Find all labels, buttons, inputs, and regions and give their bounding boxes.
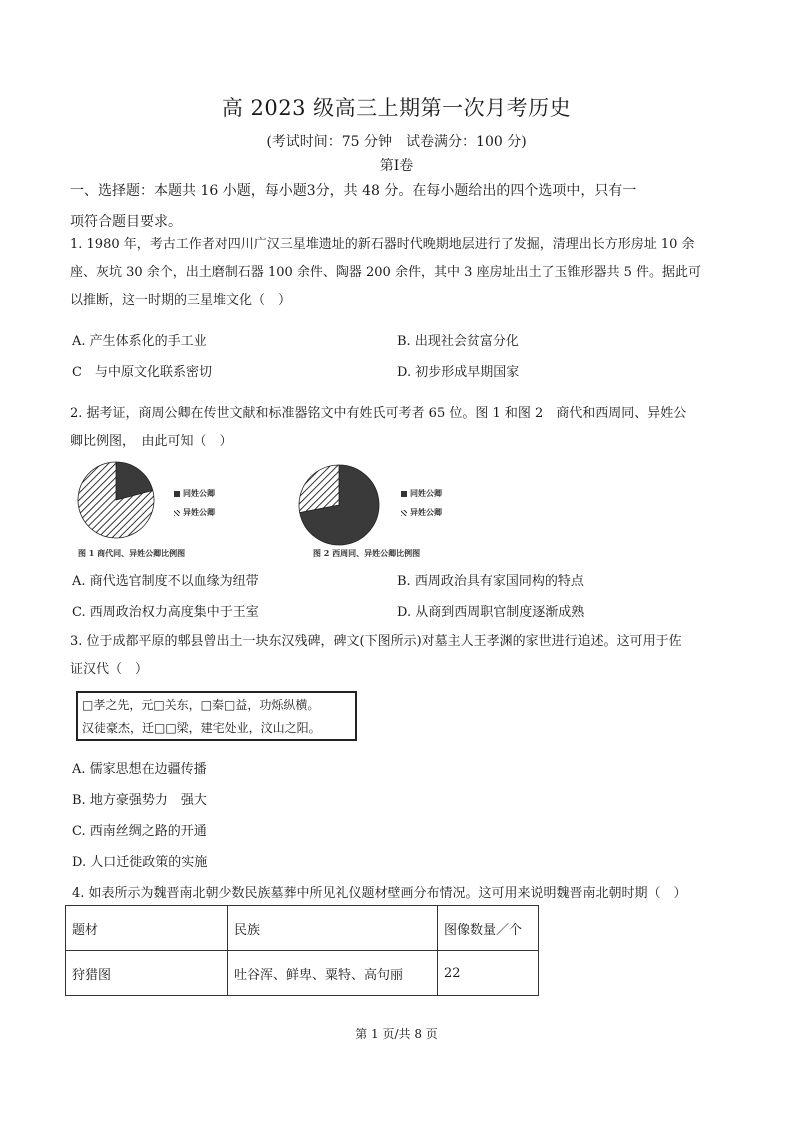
figure-2-legend bbox=[401, 488, 442, 518]
q1-option-a[interactable]: A. 产生体系化的手工业 bbox=[72, 334, 207, 349]
question-4-stem: 4. 如表所示为魏晋南北朝少数民族墓葬中所见礼仪题材壁画分布情况。这可用来说明魏晋南北朝时期（ ） bbox=[72, 886, 687, 901]
q3-option-b[interactable]: B. 地方豪强势力 强大 bbox=[72, 793, 207, 808]
table-row bbox=[66, 951, 539, 996]
table-cell: 狩猎图 bbox=[66, 951, 228, 996]
page-footer: 第 1 页/共 8 页 bbox=[355, 1027, 438, 1041]
q2-option-d[interactable]: D. 从商到西周职官制度逐渐成熟 bbox=[397, 605, 585, 620]
exam-subtitle: (考试时间：75 分钟 试卷满分：100 分) bbox=[266, 134, 527, 150]
q2-option-c[interactable]: C. 西周政治权力高度集中于王室 bbox=[72, 605, 259, 620]
mural-distribution-table bbox=[65, 905, 539, 996]
pie-chart-zhou bbox=[297, 463, 381, 547]
legend-item-diff bbox=[174, 507, 215, 518]
section-intro-line: 项符合题目要求。 bbox=[70, 214, 182, 230]
question-1-stem bbox=[70, 231, 725, 315]
stele-inscription-box bbox=[76, 691, 357, 741]
question-line: 卿比例图， 由此可知（ ） bbox=[70, 434, 233, 449]
figure-2 bbox=[297, 463, 381, 551]
legend-swatch-hatch bbox=[174, 510, 180, 516]
legend-swatch-hatch bbox=[401, 510, 407, 516]
q2-option-a[interactable]: A. 商代选官制度不以血缘为纽带 bbox=[72, 574, 259, 589]
question-3-stem bbox=[70, 628, 725, 684]
table-cell: 吐谷浑、鲜卑、粟特、高句丽 bbox=[228, 951, 438, 996]
legend-label: 异姓公卿 bbox=[410, 507, 442, 517]
legend-label: 同姓公卿 bbox=[410, 488, 442, 498]
part-heading: 第Ⅰ卷 bbox=[379, 158, 414, 174]
legend-swatch-solid bbox=[174, 491, 180, 497]
table-header-cell: 图像数量／个 bbox=[438, 906, 539, 951]
q1-option-c[interactable]: C 与中原文化联系密切 bbox=[72, 365, 212, 380]
legend-label: 同姓公卿 bbox=[183, 488, 215, 498]
table-cell: 22 bbox=[438, 951, 539, 996]
q3-option-c[interactable]: C. 西南丝绸之路的开通 bbox=[72, 824, 207, 839]
question-line: 证汉代（ ） bbox=[70, 662, 149, 677]
question-line: 以推断，这一时期的三星堆文化（ ） bbox=[70, 293, 292, 308]
question-line: 座、灰坑 30 余个，出土磨制石器 100 余件、陶器 200 余件，其中 3 座房址出土了玉锥形器共 5 件。据此可 bbox=[70, 265, 702, 280]
legend-swatch-solid bbox=[401, 491, 407, 497]
figure-1-caption: 图 1 商代同、异姓公卿比例图 bbox=[78, 548, 186, 558]
question-line: 1. 1980 年，考古工作者对四川广汉三星堆遗址的新石器时代晚期地层进行了发掘，清理出长方形房址 10 余 bbox=[70, 237, 695, 252]
q3-option-d[interactable]: D. 人口迁徙政策的实施 bbox=[72, 855, 208, 870]
q1-option-b[interactable]: B. 出现社会贫富分化 bbox=[397, 334, 519, 349]
legend-item-diff bbox=[401, 507, 442, 518]
q1-option-d[interactable]: D. 初步形成早期国家 bbox=[397, 365, 520, 380]
inscription-line: 汉徒豪杰，迁□□梁，建宅处业，汶山之阳。 bbox=[82, 721, 321, 735]
figure-1-legend bbox=[174, 488, 215, 518]
question-line: 3. 位于成都平原的郫县曾出土一块东汉残碑，碑文(下图所示)对墓主人王孝渊的家世进行追述。这可用于佐 bbox=[70, 634, 682, 649]
question-line: 2. 据考证，商周公卿在传世文献和标准器铭文中有姓氏可考者 65 位。图 1 和图 2 商代和西周同、异姓公 bbox=[70, 406, 687, 421]
section-intro-line: 一、选择题：本题共 16 小题，每小题3分，共 48 分。在每小题给出的四个选项中，只有一 bbox=[70, 183, 637, 199]
section-intro bbox=[70, 176, 725, 238]
legend-label: 异姓公卿 bbox=[183, 507, 215, 517]
pie-chart-shang bbox=[76, 460, 156, 540]
legend-item-same bbox=[401, 488, 442, 499]
table-header-cell: 民族 bbox=[228, 906, 438, 951]
inscription-line: □孝之先，元□关东，□秦□益，功烁纵横。 bbox=[82, 698, 320, 712]
figure-2-caption: 图 2 西周同、异姓公卿比例图 bbox=[313, 548, 421, 558]
figure-1 bbox=[76, 460, 156, 544]
legend-item-same bbox=[174, 488, 215, 499]
table-header-row bbox=[66, 906, 539, 951]
q2-option-b[interactable]: B. 西周政治具有家国同构的特点 bbox=[397, 574, 584, 589]
question-2-stem bbox=[70, 400, 725, 456]
q3-option-a[interactable]: A. 儒家思想在边疆传播 bbox=[72, 762, 207, 777]
pie-slice-different-surname bbox=[299, 465, 339, 512]
table-header-cell: 题材 bbox=[66, 906, 228, 951]
exam-title: 高 2023 级高三上期第一次月考历史 bbox=[221, 96, 572, 120]
